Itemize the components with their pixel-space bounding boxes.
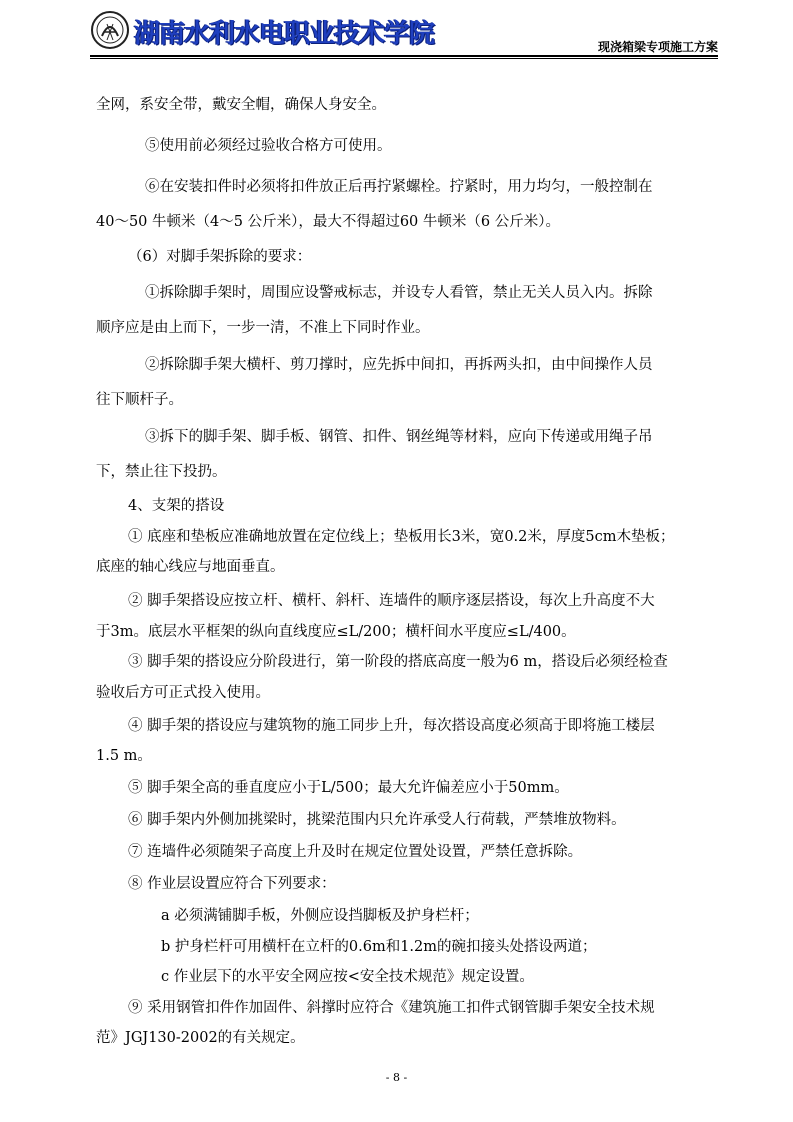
body-line: 顺序应是由上而下，一步一清，不准上下同时作业。 xyxy=(96,320,430,336)
body-line: ①拆除脚手架时，周围应设警戒标志，并设专人看管，禁止无关人员入内。拆除 xyxy=(145,285,653,301)
section-heading: （6）对脚手架拆除的要求： xyxy=(128,249,312,265)
body-line: 底座的轴心线应与地面垂直。 xyxy=(96,559,285,575)
body-line: 下，禁止往下投扔。 xyxy=(96,464,227,480)
body-line: 全网，系安全带，戴安全帽，确保人身安全。 xyxy=(96,97,386,113)
body-line: ② 脚手架搭设应按立杆、横杆、斜杆、连墙件的顺序逐层搭设，每次上升高度不大 xyxy=(128,593,655,609)
list-item: a 必须满铺脚手板，外侧应设挡脚板及护身栏杆； xyxy=(161,908,479,924)
body-line: ⑥ 脚手架内外侧加挑梁时，挑梁范围内只允许承受人行荷载，严禁堆放物料。 xyxy=(128,812,626,828)
page-header xyxy=(90,10,718,58)
body-line: 40～50 牛顿米（4～5 公斤米），最大不得超过60 牛顿米（6 公斤米）。 xyxy=(96,214,560,230)
body-line: 往下顺杆子。 xyxy=(96,392,183,408)
body-line: ④ 脚手架的搭设应与建筑物的施工同步上升，每次搭设高度必须高于即将施工楼层 xyxy=(128,718,655,734)
header-rule xyxy=(90,55,718,57)
header-rule-thin xyxy=(90,58,718,59)
page-number: - 8 - xyxy=(385,1071,408,1084)
body-line: 验收后方可正式投入使用。 xyxy=(96,685,270,701)
body-line: ⑨ 采用钢管扣件作加固件、斜撑时应符合《建筑施工扣件式钢管脚手架安全技术规 xyxy=(128,1000,655,1016)
list-item: c 作业层下的水平安全网应按<安全技术规范》规定设置。 xyxy=(161,969,534,985)
body-line: 范》JGJ130-2002的有关规定。 xyxy=(96,1030,305,1046)
body-line: ③拆下的脚手架、脚手板、钢管、扣件、钢丝绳等材料，应向下传递或用绳子吊 xyxy=(145,429,653,445)
body-line: ⑦ 连墙件必须随架子高度上升及时在规定位置处设置，严禁任意拆除。 xyxy=(128,844,583,860)
body-line: ① 底座和垫板应准确地放置在定位线上；垫板用长3米，宽0.2米，厚度5cm木垫板； xyxy=(128,529,675,545)
school-name: 湖南水利水电职业技术学院 xyxy=(134,19,435,49)
body-line: ⑤使用前必须经过验收合格方可使用。 xyxy=(145,138,392,154)
school-emblem-icon xyxy=(90,10,130,50)
section-heading: 4、支架的搭设 xyxy=(128,498,225,514)
body-line: ⑤ 脚手架全高的垂直度应小于L/500；最大允许偏差应小于50mm。 xyxy=(128,780,569,796)
body-line: 于3m。底层水平框架的纵向直线度应≤L/200；横杆间水平度应≤L/400。 xyxy=(96,624,576,640)
body-line: ⑧ 作业层设置应符合下列要求： xyxy=(128,876,336,892)
body-line: ⑥在安装扣件时必须将扣件放正后再拧紧螺栓。拧紧时，用力均匀，一般控制在 xyxy=(145,179,653,195)
document-title: 现浇箱梁专项施工方案 xyxy=(597,40,718,54)
body-line: 1.5 m。 xyxy=(96,748,152,764)
body-line: ②拆除脚手架大横杆、剪刀撑时，应先拆中间扣，再拆两头扣，由中间操作人员 xyxy=(145,357,653,373)
list-item: b 护身栏杆可用横杆在立杆的0.6m和1.2m的碗扣接头处搭设两道； xyxy=(161,939,597,955)
body-line: ③ 脚手架的搭设应分阶段进行，第一阶段的搭底高度一般为6 m，搭设后必须经检查 xyxy=(128,654,668,670)
